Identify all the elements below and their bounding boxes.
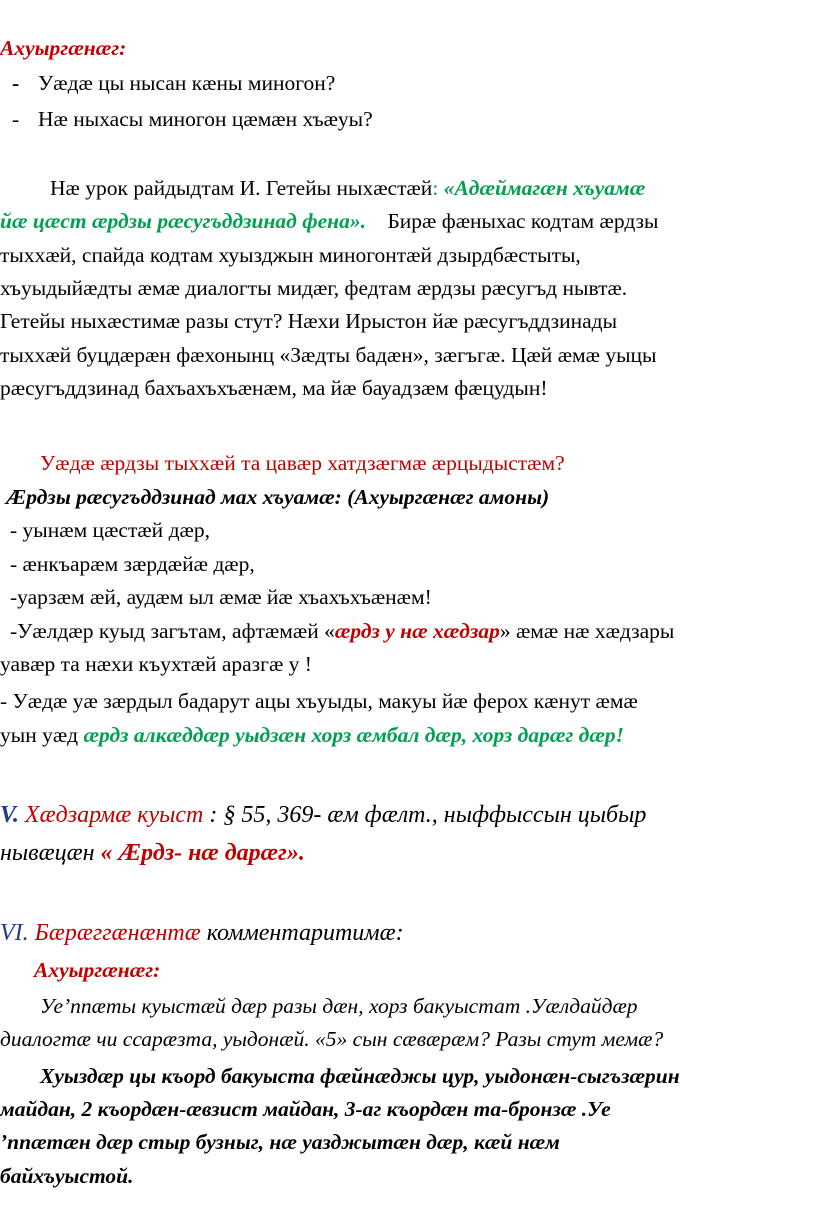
text: Бирæ фæныхас кодтам æрдзы [387, 209, 659, 233]
list-dash: - [12, 107, 20, 131]
paragraph-1-line-4: хъуыдыйæдты æмæ диалогты мидæг, федтам æрдзы рæсугъд нывтæ. [0, 276, 628, 300]
paragraph-1-line-7: рæсугъддзинад бахъахъхъæнæм, ма йæ бауадзæм фæцудын! [0, 376, 548, 400]
highlight: æрдз у нæ хæдзар [334, 619, 500, 643]
list-item: - Уæдæ уæ зæрдыл бадарут ацы хъуыды, макуы йæ ферох кæнут æмæ [0, 689, 638, 713]
text: Нæ урок райдыдтам И. Гетейы ныхæстæй [50, 176, 433, 200]
text: комментаритимæ: [200, 920, 404, 946]
text: » æмæ нæ хæдзары [499, 619, 675, 643]
list-item [10, 616, 674, 646]
list-item: - æнкъарæм зæрдæйæ дæр, [10, 552, 255, 576]
heading-teacher: Ахуыргæнæг: [0, 36, 127, 60]
essay-title: « Æрдз- нæ дарæг». [100, 840, 305, 866]
highlight: æрдз алкæддæр уыдзæн хорз æмбал дæр, хорз дарæг дæр! [83, 723, 624, 747]
paragraph-1-line-2 [0, 206, 658, 236]
paragraph-3-line-4: байхъуыстой. [0, 1164, 134, 1188]
list-item-continuation: уавæр та нæхи къухтæй аразгæ у ! [0, 652, 312, 676]
section-5-line-1 [0, 800, 646, 830]
section-label: Бæрæггæнæнтæ [34, 920, 201, 946]
text: нывæцæн [0, 840, 95, 866]
list-item: -уарзæм æй, аудæм ыл æмæ йæ хъахъхъæнæм! [10, 585, 432, 609]
question-1-text: Уæдæ цы нысан кæны миногон? [38, 71, 336, 95]
paragraph-2-line-2: диалогтæ чи ссарæзта, уыдонæй. «5» сын сæвæрæм? Разы стут мемæ? [0, 1027, 664, 1051]
red-question: Уæдæ æрдзы тыххæй та цавæр хатдзæгмæ æрцыдыстæм? [40, 451, 565, 475]
list-item-continuation [0, 720, 624, 750]
paragraph-3-line-3: ’ппæтæн дæр стыр бузныг, нæ уазджытæн дæр, кæй нæм [0, 1130, 560, 1154]
section-6-line [0, 918, 404, 948]
text: : [432, 176, 439, 200]
heading-teacher: Ахуыргæнæг: [34, 958, 161, 982]
section-5-line-2 [0, 838, 305, 868]
paragraph-1-line-3: тыххæй, спайда кодтам хуызджын миногонтæй дзырдбæстыты, [0, 243, 581, 267]
conclusion-title: Æрдзы рæсугъддзинад мах хъуамæ: (Ахуыргæнæг амоны) [6, 485, 550, 509]
list-dash: - [12, 71, 20, 95]
paragraph-2-line-1: Уе’ппæты куыстæй дæр разы дæн, хорз бакуыстат .Уæлдайдæр [40, 994, 638, 1018]
paragraph-1-line-1 [50, 173, 645, 203]
section-number: VI. [0, 920, 29, 946]
section-label: Хæдзармæ куыст [24, 802, 204, 828]
goethe-quote: «Адæймагæн хъуамæ [443, 176, 646, 200]
paragraph-3-line-1: Хуыздæр цы къорд бакуыста фæйнæджы цур, уыдонæн-сыгъзæрин [40, 1064, 680, 1088]
paragraph-1-line-5: Гетейы ныхæстимæ разы стут? Нæхи Ирыстон йæ рæсугъддзинады [0, 309, 618, 333]
text: уын уæд [0, 723, 79, 747]
paragraph-1-line-6: тыххæй буцдæрæн фæхонынц «Зæдты бадæн», зæгъгæ. Цæй æмæ уыцы [0, 343, 657, 367]
text: : § 55, 369- æм фæлт., ныффыссын цыбыр [203, 802, 647, 828]
section-number: V. [0, 802, 19, 828]
text: -Уæлдæр куыд загътам, афтæмæй « [10, 619, 335, 643]
paragraph-3-line-2: майдан, 2 къордæн-æвзист майдан, 3-аг къордæн та-бронзæ .Уе [0, 1097, 611, 1121]
goethe-quote: йæ цæст æрдзы рæсугъддзинад фена». [0, 209, 366, 233]
list-item: - уынæм цæстæй дæр, [10, 518, 210, 542]
question-2-text: Нæ ныхасы миногон цæмæн хъæуы? [38, 107, 373, 131]
